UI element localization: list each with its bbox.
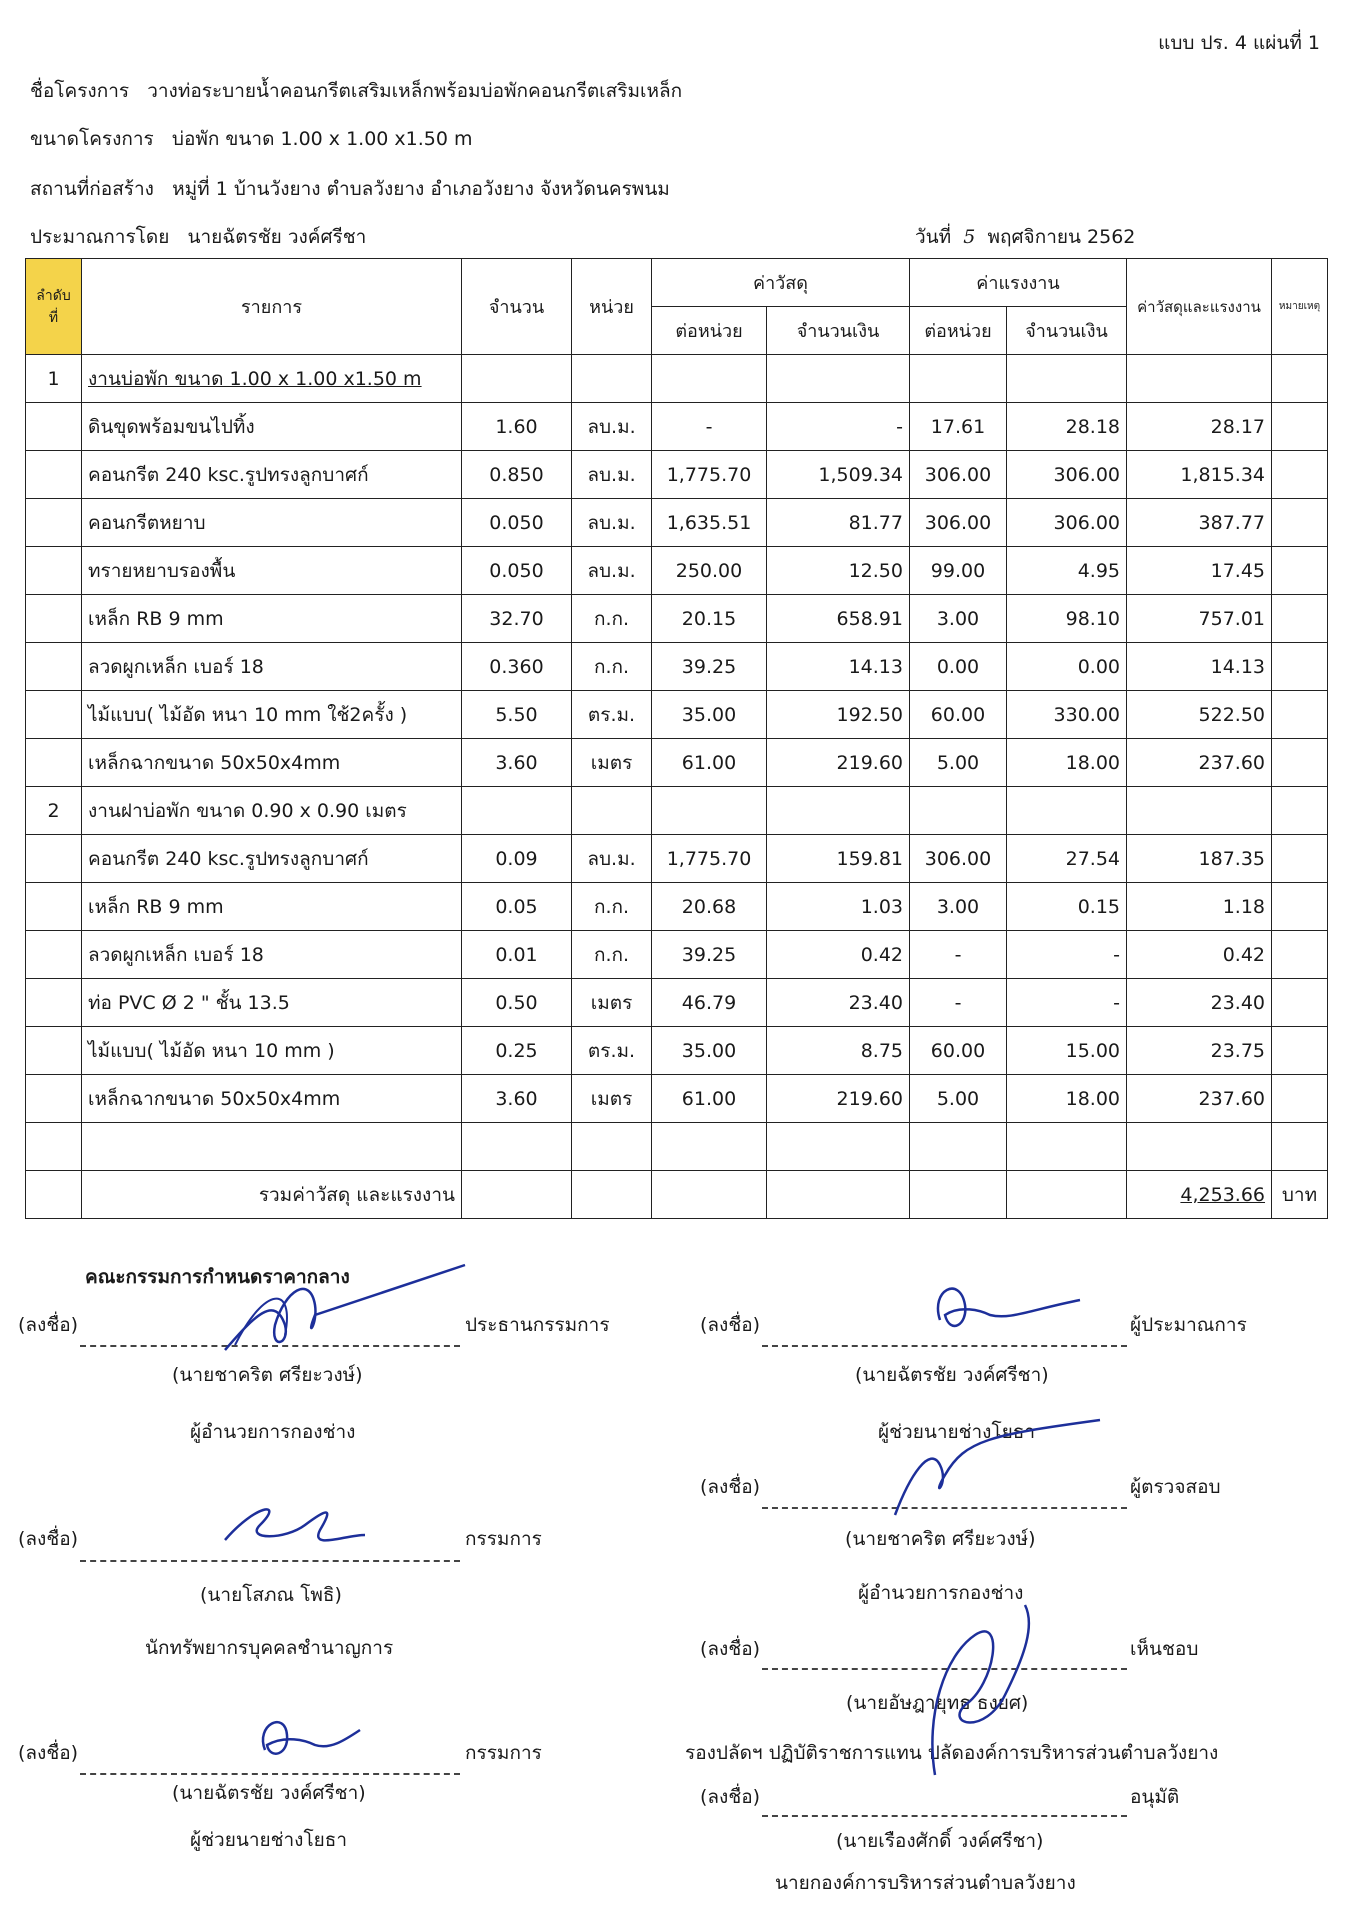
right-position-1: ผู้ช่วยนายช่างโยธา [878,1421,1036,1443]
empty-cell [1007,787,1127,835]
row-remark [1272,499,1328,547]
col-labor-per-unit: ต่อหน่วย [910,307,1007,355]
empty-cell [26,1123,82,1171]
table-row [26,1027,1328,1075]
row-item: คอนกรีต 240 ksc.รูปทรงลูกบาศก์ [82,451,462,499]
signature-scribble [920,1270,1090,1350]
row-material-amount: 1,509.34 [767,451,910,499]
empty-cell [26,1171,82,1219]
row-labor-per-unit: 60.00 [910,1027,1007,1075]
row-material-per-unit: 35.00 [652,691,767,739]
row-remark [1272,739,1328,787]
row-labor-amount: 0.15 [1007,883,1127,931]
empty-cell [910,1171,1007,1219]
empty-cell [652,1123,767,1171]
left-name-3: (นายฉัตรชัย วงค์ศรีชา) [172,1782,366,1804]
row-total: 237.60 [1127,739,1272,787]
row-unit: ลบ.ม. [572,403,652,451]
row-labor-per-unit: 306.00 [910,835,1007,883]
row-qty: 0.850 [462,451,572,499]
row-unit: ลบ.ม. [572,499,652,547]
date-label: วันที่ [915,226,952,248]
date-day: 5 [963,226,976,248]
row-no [26,547,82,595]
row-remark [1272,643,1328,691]
empty-cell [1127,1123,1272,1171]
row-no [26,931,82,979]
row-no [26,451,82,499]
row-labor-per-unit: 306.00 [910,499,1007,547]
table-row [26,739,1328,787]
row-qty: 3.60 [462,739,572,787]
sign-label: (ลงชื่อ) [700,1638,761,1660]
row-qty: 0.050 [462,499,572,547]
row-total: 0.42 [1127,931,1272,979]
right-name-3: (นายอัษฎายุทธ ธงยศ) [846,1692,1029,1714]
committee-title: คณะกรรมการกำหนดราคากลาง [85,1266,350,1288]
project-line [30,76,682,106]
empty-cell [767,787,910,835]
empty-row [26,1123,1328,1171]
empty-cell [767,355,910,403]
col-qty: จำนวน [462,259,572,355]
table-row [26,643,1328,691]
section-row [26,355,1328,403]
empty-cell [572,1171,652,1219]
empty-cell [1127,787,1272,835]
sign-label: (ลงชื่อ) [18,1528,79,1550]
date-line [915,222,1135,252]
row-qty: 1.60 [462,403,572,451]
empty-cell [462,1171,572,1219]
row-remark [1272,883,1328,931]
row-labor-amount: 98.10 [1007,595,1127,643]
signature-scribble [215,1485,375,1565]
row-labor-per-unit: 17.61 [910,403,1007,451]
row-remark [1272,403,1328,451]
row-item: คอนกรีตหยาบ [82,499,462,547]
table-row [26,931,1328,979]
row-unit: ตร.ม. [572,1027,652,1075]
row-remark [1272,595,1328,643]
row-item: เหล็กฉากขนาด 50x50x4mm [82,1075,462,1123]
row-labor-per-unit: 3.00 [910,883,1007,931]
signature-scribble [245,1705,365,1775]
signature-scribble [215,1255,475,1365]
row-labor-amount: 28.18 [1007,403,1127,451]
empty-cell [767,1123,910,1171]
row-unit: ก.ก. [572,931,652,979]
row-total: 187.35 [1127,835,1272,883]
empty-cell [1007,355,1127,403]
row-qty: 3.60 [462,1075,572,1123]
row-item: ไม้แบบ( ไม้อัด หนา 10 mm ) [82,1027,462,1075]
row-unit: ลบ.ม. [572,835,652,883]
row-material-amount: 219.60 [767,739,910,787]
col-material-amount: จำนวนเงิน [767,307,910,355]
row-remark [1272,1075,1328,1123]
table-row [26,499,1328,547]
row-item: คอนกรีต 240 ksc.รูปทรงลูกบาศก์ [82,835,462,883]
row-labor-per-unit: 99.00 [910,547,1007,595]
row-labor-per-unit: 60.00 [910,691,1007,739]
sign-label: (ลงชื่อ) [18,1742,79,1764]
row-material-per-unit: 1,775.70 [652,835,767,883]
table-row [26,595,1328,643]
right-role-3: เห็นชอบ [1130,1638,1199,1660]
row-total: 17.45 [1127,547,1272,595]
row-labor-amount: 18.00 [1007,739,1127,787]
row-remark [1272,835,1328,883]
section-no: 1 [26,355,82,403]
row-unit: ก.ก. [572,595,652,643]
table-row [26,547,1328,595]
row-labor-amount: 0.00 [1007,643,1127,691]
row-qty: 5.50 [462,691,572,739]
right-position-4: นายกองค์การบริหารส่วนตำบลวังยาง [775,1872,1076,1894]
row-qty: 0.050 [462,547,572,595]
row-material-amount: 1.03 [767,883,910,931]
sign-label: (ลงชื่อ) [700,1786,761,1808]
row-material-amount: 658.91 [767,595,910,643]
row-total: 1,815.34 [1127,451,1272,499]
empty-cell [652,787,767,835]
row-labor-per-unit: 306.00 [910,451,1007,499]
row-remark [1272,1027,1328,1075]
total-label: รวมค่าวัสดุ และแรงงาน [82,1171,462,1219]
table-row [26,835,1328,883]
estimator-value: นายฉัตรชัย วงค์ศรีชา [187,226,367,248]
site-value: หมู่ที่ 1 บ้านวังยาง ตำบลวังยาง อำเภอวังยาง จังหวัดนครพนม [172,178,670,200]
row-no [26,403,82,451]
empty-cell [1007,1123,1127,1171]
row-item: ลวดผูกเหล็ก เบอร์ 18 [82,643,462,691]
empty-cell [1272,355,1328,403]
row-material-per-unit: 35.00 [652,1027,767,1075]
row-labor-amount: - [1007,931,1127,979]
row-item: ไม้แบบ( ไม้อัด หนา 10 mm ใช้2ครั้ง ) [82,691,462,739]
row-total: 387.77 [1127,499,1272,547]
total-value: 4,253.66 [1127,1171,1272,1219]
empty-cell [1007,1171,1127,1219]
right-role-1: ผู้ประมาณการ [1130,1314,1247,1336]
total-row [26,1171,1328,1219]
empty-cell [462,355,572,403]
empty-cell [82,1123,462,1171]
row-labor-amount: 4.95 [1007,547,1127,595]
row-total: 23.75 [1127,1027,1272,1075]
row-unit: เมตร [572,979,652,1027]
row-unit: ก.ก. [572,883,652,931]
right-position-3: รองปลัดฯ ปฏิบัติราชการแทน ปลัดองค์การบริหารส่วนตำบลวังยาง [685,1742,1219,1764]
row-labor-per-unit: - [910,979,1007,1027]
empty-cell [1127,355,1272,403]
row-no [26,835,82,883]
row-material-per-unit: 61.00 [652,739,767,787]
row-labor-per-unit: 5.00 [910,739,1007,787]
row-qty: 0.05 [462,883,572,931]
form-code: แบบ ปร. 4 แผ่นที่ 1 [1158,32,1320,54]
empty-cell [910,355,1007,403]
empty-cell [910,787,1007,835]
row-item: เหล็ก RB 9 mm [82,595,462,643]
table-row [26,451,1328,499]
row-total: 1.18 [1127,883,1272,931]
signature-line [762,1815,1127,1817]
row-qty: 0.360 [462,643,572,691]
col-material-per-unit: ต่อหน่วย [652,307,767,355]
row-material-amount: 12.50 [767,547,910,595]
row-material-per-unit: 20.15 [652,595,767,643]
row-material-amount: 23.40 [767,979,910,1027]
row-total: 237.60 [1127,1075,1272,1123]
row-labor-per-unit: 5.00 [910,1075,1007,1123]
left-role-2: กรรมการ [465,1528,542,1550]
table-row [26,403,1328,451]
row-labor-amount: - [1007,979,1127,1027]
table-row [26,1075,1328,1123]
row-material-per-unit: 39.25 [652,931,767,979]
row-material-per-unit: 20.68 [652,883,767,931]
row-material-amount: 192.50 [767,691,910,739]
left-role-1: ประธานกรรมการ [465,1314,610,1336]
row-material-amount: 81.77 [767,499,910,547]
sign-label: (ลงชื่อ) [700,1476,761,1498]
col-labor: ค่าแรงงาน [910,259,1127,307]
site-label: สถานที่ก่อสร้าง [30,178,154,200]
date-rest: พฤศจิกายน 2562 [987,226,1136,248]
row-unit: เมตร [572,1075,652,1123]
row-qty: 0.25 [462,1027,572,1075]
sign-label: (ลงชื่อ) [18,1314,79,1336]
empty-cell [462,787,572,835]
row-qty: 0.01 [462,931,572,979]
row-total: 522.50 [1127,691,1272,739]
signature-scribble [880,1415,1110,1525]
col-item: รายการ [82,259,462,355]
project-value: วางท่อระบายน้ำคอนกรีตเสริมเหล็กพร้อมบ่อพักคอนกรีตเสริมเหล็ก [147,80,683,102]
right-name-1: (นายฉัตรชัย วงค์ศรีชา) [855,1364,1049,1386]
row-material-per-unit: 1,635.51 [652,499,767,547]
col-unit: หน่วย [572,259,652,355]
row-labor-amount: 306.00 [1007,451,1127,499]
right-name-2: (นายชาคริต ศรียะวงษ์) [845,1528,1036,1550]
row-no [26,499,82,547]
row-item: ทรายหยาบรองพื้น [82,547,462,595]
row-item: เหล็กฉากขนาด 50x50x4mm [82,739,462,787]
row-item: ท่อ PVC Ø 2 " ชั้น 13.5 [82,979,462,1027]
table-row [26,883,1328,931]
table-row [26,691,1328,739]
total-unit: บาท [1272,1171,1328,1219]
row-remark [1272,931,1328,979]
row-unit: ก.ก. [572,643,652,691]
row-unit: ตร.ม. [572,691,652,739]
site-line [30,174,670,204]
row-material-per-unit: 39.25 [652,643,767,691]
row-remark [1272,451,1328,499]
row-labor-amount: 15.00 [1007,1027,1127,1075]
row-remark [1272,691,1328,739]
row-total: 28.17 [1127,403,1272,451]
row-material-per-unit: 1,775.70 [652,451,767,499]
section-row [26,787,1328,835]
signature-scribble [905,1595,1065,1785]
col-remark: หมายเหตุ [1272,259,1328,355]
empty-cell [572,1123,652,1171]
row-labor-amount: 306.00 [1007,499,1127,547]
left-name-1: (นายชาคริต ศรียะวงษ์) [172,1364,363,1386]
size-line [30,124,473,154]
row-labor-per-unit: - [910,931,1007,979]
left-position-3: ผู้ช่วยนายช่างโยธา [190,1829,348,1851]
row-no [26,643,82,691]
section-no: 2 [26,787,82,835]
empty-cell [767,1171,910,1219]
row-material-amount: - [767,403,910,451]
empty-cell [910,1123,1007,1171]
row-qty: 0.09 [462,835,572,883]
empty-cell [1272,1123,1328,1171]
row-unit: เมตร [572,739,652,787]
row-material-per-unit: 46.79 [652,979,767,1027]
empty-cell [572,355,652,403]
row-no [26,595,82,643]
section-title: งานบ่อพัก ขนาด 1.00 x 1.00 x1.50 m [82,355,462,403]
row-unit: ลบ.ม. [572,547,652,595]
row-total: 757.01 [1127,595,1272,643]
row-item: เหล็ก RB 9 mm [82,883,462,931]
empty-cell [572,787,652,835]
col-labor-amount: จำนวนเงิน [1007,307,1127,355]
row-material-per-unit: 61.00 [652,1075,767,1123]
empty-cell [652,355,767,403]
empty-cell [1272,787,1328,835]
row-material-amount: 219.60 [767,1075,910,1123]
row-item: ลวดผูกเหล็ก เบอร์ 18 [82,931,462,979]
row-material-per-unit: - [652,403,767,451]
left-position-1: ผู้อำนวยการกองช่าง [190,1421,356,1443]
row-material-amount: 159.81 [767,835,910,883]
row-labor-amount: 330.00 [1007,691,1127,739]
boq-table [25,258,1328,1219]
left-role-3: กรรมการ [465,1742,542,1764]
row-no [26,691,82,739]
col-total: ค่าวัสดุและแรงงาน [1127,259,1272,355]
row-remark [1272,547,1328,595]
estimator-line [30,222,366,252]
boq-body [26,355,1328,1219]
right-name-4: (นายเรืองศักดิ์ วงค์ศรีชา) [836,1830,1044,1852]
row-qty: 32.70 [462,595,572,643]
left-position-2: นักทรัพยากรบุคคลชำนาญการ [145,1637,394,1659]
row-material-amount: 14.13 [767,643,910,691]
table-row [26,979,1328,1027]
row-no [26,1075,82,1123]
row-unit: ลบ.ม. [572,451,652,499]
row-labor-amount: 27.54 [1007,835,1127,883]
sign-label: (ลงชื่อ) [700,1314,761,1336]
row-no [26,979,82,1027]
empty-cell [652,1171,767,1219]
row-remark [1272,979,1328,1027]
size-value: บ่อพัก ขนาด 1.00 x 1.00 x1.50 m [171,128,473,150]
row-material-amount: 8.75 [767,1027,910,1075]
row-item: ดินขุดพร้อมขนไปทิ้ง [82,403,462,451]
row-no [26,1027,82,1075]
row-material-amount: 0.42 [767,931,910,979]
row-no [26,739,82,787]
size-label: ขนาดโครงการ [30,128,154,150]
row-no [26,883,82,931]
row-labor-per-unit: 0.00 [910,643,1007,691]
row-material-per-unit: 250.00 [652,547,767,595]
row-labor-amount: 18.00 [1007,1075,1127,1123]
col-no: ลำดับที่ [26,259,82,355]
row-total: 14.13 [1127,643,1272,691]
empty-cell [462,1123,572,1171]
row-labor-per-unit: 3.00 [910,595,1007,643]
col-material: ค่าวัสดุ [652,259,910,307]
right-role-4: อนุมัติ [1130,1786,1180,1808]
right-position-2: ผู้อำนวยการกองช่าง [858,1582,1024,1604]
left-name-2: (นายโสภณ โพธิ) [200,1584,342,1606]
section-title: งานฝาบ่อพัก ขนาด 0.90 x 0.90 เมตร [82,787,462,835]
estimator-label: ประมาณการโดย [30,226,170,248]
project-label: ชื่อโครงการ [30,80,130,102]
row-qty: 0.50 [462,979,572,1027]
right-role-2: ผู้ตรวจสอบ [1130,1476,1221,1498]
row-total: 23.40 [1127,979,1272,1027]
